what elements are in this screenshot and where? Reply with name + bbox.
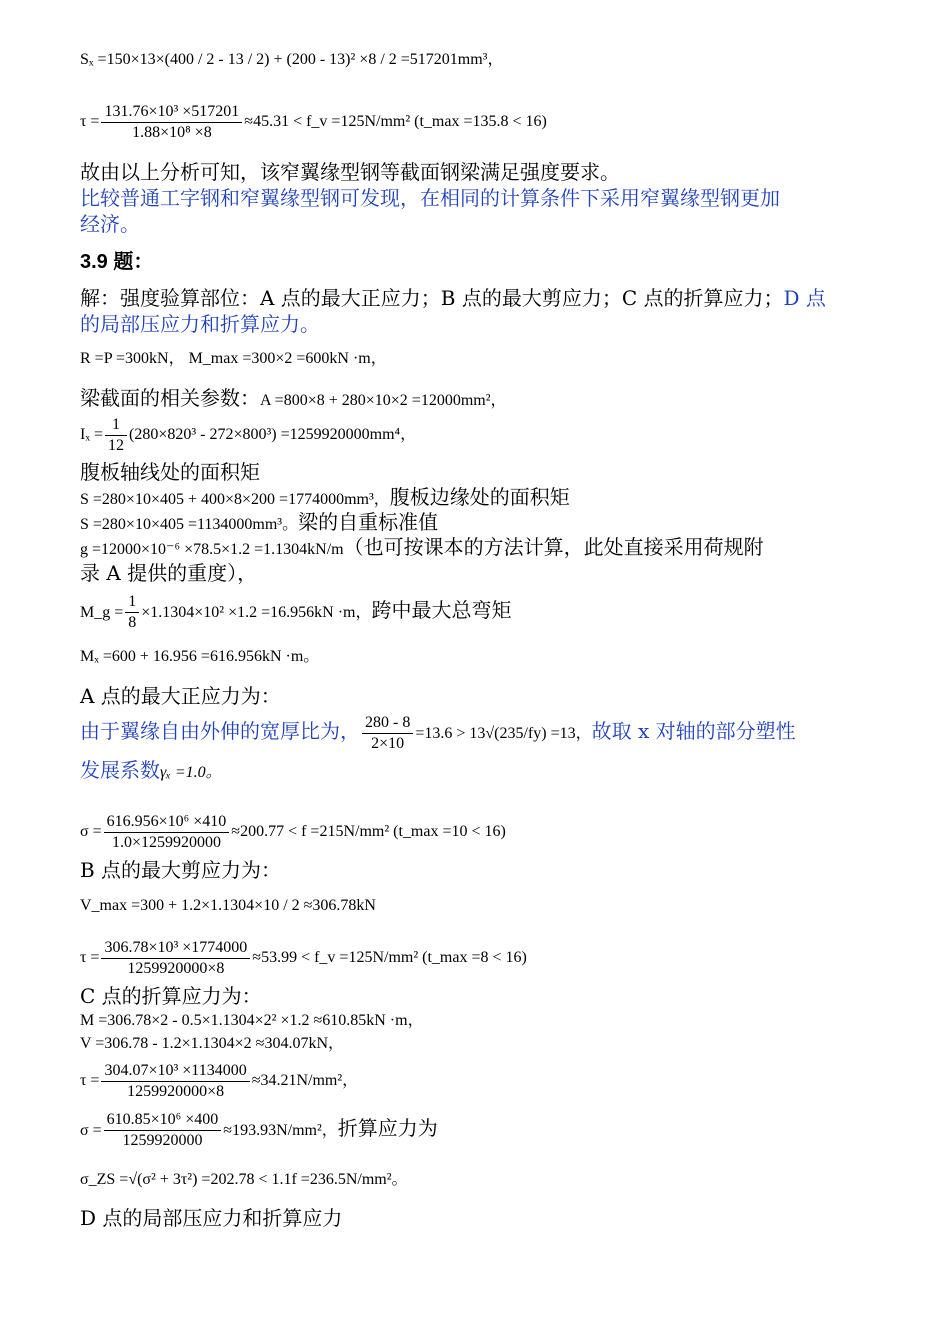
equation-reaction-moment: R =P =300kN， M_max =300×2 =600kN ·m，: [80, 350, 387, 367]
paragraph-solution-line1: 解：强度验算部位：A 点的最大正应力；B 点的最大剪应力；C 点的折算应力；D 点: [80, 286, 826, 310]
paragraph-solution-line2: 的局部压应力和折算应力。: [80, 312, 320, 336]
paragraph-point-c: C 点的折算应力为：: [80, 984, 262, 1008]
paragraph-comparison-line1: 比较普通工字钢和窄翼缘型钢可发现，在相同的计算条件下采用窄翼缘型钢更加: [80, 186, 780, 210]
equation-tau-b: τ = $\frac{\text{306.78×10³ ×1774000}}{1259920000\times 8}$ ≈53.99 < f_v =125N/mm² (t_max =8 < 16): [80, 939, 527, 977]
equation-s-axis: S =280×10×405 + 400×8×200 =1774000mm³，腹板边缘处的面积矩: [80, 485, 570, 509]
equation-mg: M_g = $\frac{1}{8}$ ×1.1304×10² ×1.2 =16.956kN ·m，跨中最大总弯矩: [80, 593, 512, 631]
equation-tau-c: τ = $\frac{\text{304.07×10³ ×1134000}}{1259920000\times 8}$ ≈34.21N/mm²，: [80, 1062, 359, 1100]
fraction-numerator: 131.76×10³ ×517201: [101, 102, 242, 123]
equation-sx: Sₓ =150×13×(400 / 2 - 13 / 2) + (200 - 13)² ×8 / 2 =517201mm³，: [80, 51, 504, 68]
paragraph-point-b: B 点的最大剪应力为：: [80, 858, 282, 882]
paragraph-width-thickness: 由于翼缘自由外伸的宽厚比为， $\frac{280 - 8}{2\times 10}$ =13.6 > 13√(235/fy) =13，故取 x 对轴的部分塑性: [80, 714, 796, 752]
equation-v-c: V =306.78 - 1.2×1.1304×2 ≈304.07kN，: [80, 1035, 345, 1052]
fraction-denominator: 1.88×10⁸ ×8: [132, 124, 212, 141]
section-heading: 3.9 题：: [80, 251, 154, 273]
equation-sigma-c: σ = $\frac{\text{610.85×10⁶ ×400}}{1259920000}$ ≈193.93N/mm²，折算应力为: [80, 1111, 438, 1149]
paragraph-plastic-coefficient: 发展系数γₓ =1.0。: [80, 758, 222, 782]
equation-sigma-a: σ = $\frac{\text{616.956×10⁶ ×410}}{1.0\times 1259920000}$ ≈200.77 < f =215N/mm² (t_max =10 < 16): [80, 813, 506, 851]
paragraph-appendix: 录 A 提供的重度），: [80, 561, 258, 585]
section-params: 梁截面的相关参数：A =800×8 + 280×10×2 =12000mm²，: [80, 386, 507, 410]
equation-m-c: M =306.78×2 - 0.5×1.1304×2² ×1.2 ≈610.85kN ·m，: [80, 1012, 424, 1029]
paragraph-web-axis: 腹板轴线处的面积矩: [80, 460, 260, 484]
equation-tau-1: τ = $\frac{\text{131.76×10³ ×517201}}{\text{1.88×10⁸ ×8}}$ ≈45.31 < f_v =125N/mm² (t_max =135.8 < 16): [80, 103, 547, 141]
equation-ix: Iₓ = $\frac{1}{12}$ (280×820³ - 272×800³) =1259920000mm⁴，: [80, 416, 417, 454]
equation-mx: Mₓ =600 + 16.956 =616.956kN ·m。: [80, 648, 320, 665]
paragraph-point-a: A 点的最大正应力为：: [80, 684, 281, 708]
equation-sigma-zs: σ_ZS =√(σ² + 3τ²) =202.78 < 1.1f =236.5N/mm²。: [80, 1171, 408, 1188]
paragraph-comparison-line2: 经济。: [80, 212, 140, 236]
paragraph-conclusion: 故由以上分析可知，该窄翼缘型钢等截面钢梁满足强度要求。: [80, 160, 620, 184]
equation-vmax: V_max =300 + 1.2×1.1304×10 / 2 ≈306.78kN: [80, 897, 376, 914]
paragraph-point-d: D 点的局部压应力和折算应力: [80, 1206, 343, 1230]
equation-self-weight: g =12000×10⁻⁶ ×78.5×1.2 =1.1304kN/m（也可按课本的方法计算，此处直接采用荷规附: [80, 535, 764, 559]
equation-s-edge: S =280×10×405 =1134000mm³。梁的自重标准值: [80, 510, 439, 534]
